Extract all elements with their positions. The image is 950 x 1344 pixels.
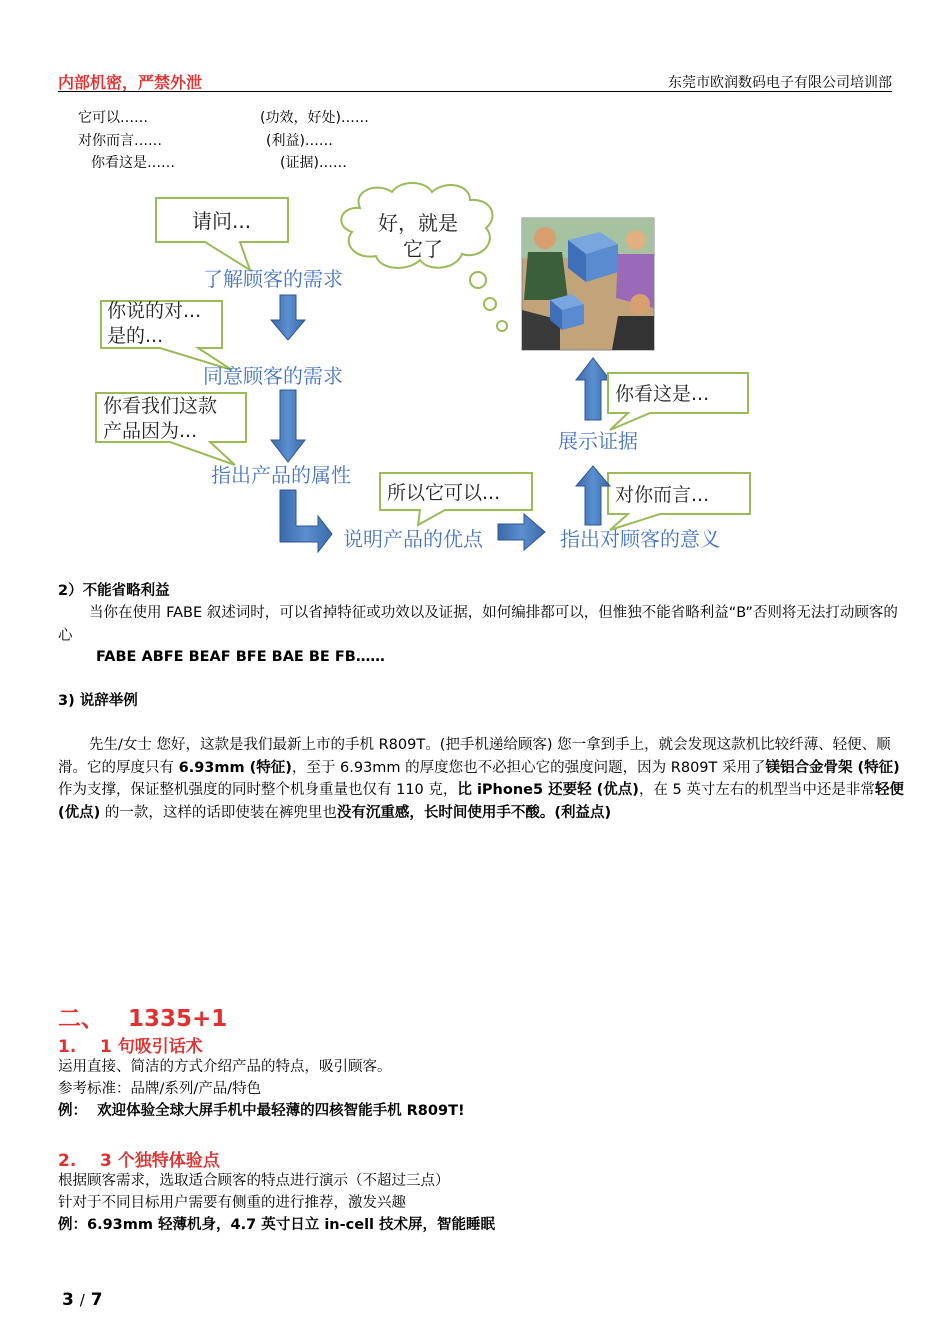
example-text-2: ，至于 6.93mm 的厚度您也不必担心它的强度问题，因为 R809T 采用了 [291, 759, 766, 776]
step-product-advantages: 说明产品的优点 [343, 527, 483, 551]
example-bold-1: 6.93mm (特征) [178, 759, 292, 776]
intro-line-3-right: (证据)…… [280, 155, 347, 171]
subsection-2-line-2: 针对于不同目标用户需要有侧重的进行推荐，激发兴趣 [58, 1195, 406, 1211]
bubble-product-text-2: 产品因为... [103, 420, 198, 442]
header-divider [58, 91, 892, 92]
arrow-right [498, 514, 545, 550]
intro-line-3-left: 你看这是…… [91, 155, 175, 171]
bubble-ask-text: 请问... [192, 209, 252, 233]
example-bold-5: 没有沉重感，长时间使用手不酸。(利益点) [336, 804, 612, 821]
arrow-up-1 [576, 466, 610, 525]
confidential-label: 内部机密，严禁外泄 [58, 73, 203, 92]
arrow-down-2 [271, 390, 305, 462]
cloud-text-1: 好，就是 [378, 211, 458, 235]
cloud-text-2: 它了 [403, 237, 443, 261]
page-separator: / [79, 1291, 85, 1309]
fabe-flow-diagram [0, 180, 950, 560]
bubble-product-text-1: 你看我们这款 [103, 395, 218, 417]
intro-line-2-right: (利益)…… [266, 133, 333, 149]
subsection-1-line-1: 运用直接、简洁的方式介绍产品的特点，吸引顾客。 [58, 1059, 392, 1075]
step-customer-meaning: 指出对顾客的意义 [560, 527, 720, 551]
subsection-1-line-2: 参考标准：品牌/系列/产品/特色 [58, 1081, 262, 1097]
customer-meeting-illustration [522, 218, 654, 350]
bubble-so-text: 所以它可以... [387, 482, 501, 504]
step-product-attributes: 指出产品的属性 [211, 463, 351, 487]
step-understand-needs: 了解顾客的需求 [203, 267, 343, 291]
intro-line-1-right: (功效，好处)…… [260, 110, 369, 126]
section-paragraph-no-omit-benefit: 当你在使用 FABE 叙述词时，可以省掉特征或功效以及证据，如何编排都可以，但惟独不能省略利益“B”否则将无法打动顾客的心 [58, 605, 898, 644]
page-number [62, 1290, 103, 1310]
subsection-heading-1: 1. 1 句吸引话术 [58, 1037, 203, 1057]
current-page: 3 [62, 1290, 74, 1310]
section-paragraph-example [58, 734, 904, 824]
section-heading-example: 3) 说辞举例 [58, 693, 138, 709]
subsection-heading-2: 2. 3 个独特体验点 [58, 1151, 220, 1171]
subsection-2-line-1: 根据顾客需求，选取适合顾客的特点进行演示（不超过三点） [58, 1173, 450, 1189]
example-text-1: 先生/女士 您好，这款是我们最新上市的手机 R809T。(把手机递给顾客) 您一拿到手上，就会发现这款机比较纤薄、轻便、顺滑。它的厚度只有 [58, 737, 891, 776]
example-bold-3: 比 iPhone5 还要轻 (优点) [457, 782, 639, 798]
company-name: 东莞市欧润数码电子有限公司培训部 [668, 75, 892, 91]
step-show-evidence: 展示证据 [558, 429, 638, 453]
total-pages: 7 [90, 1290, 103, 1310]
bubble-for-you-text: 对你而言... [615, 484, 710, 506]
arrow-up-2 [576, 358, 610, 420]
bubble-look-text: 你看这是... [615, 383, 710, 405]
example-text-4: ，在 5 英寸左右的机型当中还是非常 [638, 782, 875, 798]
arrow-corner [280, 490, 332, 552]
subsection-1-example: 例： 欢迎体验全球大屏手机中最轻薄的四核智能手机 R809T! [58, 1103, 465, 1119]
example-bold-2: 镁铝合金骨架 (特征) [765, 759, 900, 776]
intro-line-1-left: 它可以…… [78, 110, 148, 126]
bubble-agree-text-2: 是的... [107, 325, 164, 347]
example-text-5: 的一款，这样的话即使装在裤兜里也 [100, 804, 337, 821]
example-bold-4: 轻便 (优点) [58, 782, 904, 821]
part-title-1335: 二、 1335+1 [58, 1006, 228, 1032]
bubble-agree-text-1: 你说的对... [107, 300, 202, 322]
example-text-3: 作为支撑，保证整机强度的同时整个机身重量也仅有 110 克， [58, 782, 458, 798]
fabe-sequence-list: FABE ABFE BEAF BFE BAE BE FB…… [96, 649, 385, 665]
intro-line-2-left: 对你而言…… [78, 133, 162, 149]
arrow-down-1 [271, 295, 305, 340]
step-agree-needs: 同意顾客的需求 [203, 364, 343, 388]
section-heading-no-omit-benefit: 2）不能省略利益 [58, 583, 170, 599]
subsection-2-example: 例：6.93mm 轻薄机身，4.7 英寸日立 in-cell 技术屏，智能睡眠 [58, 1217, 496, 1233]
